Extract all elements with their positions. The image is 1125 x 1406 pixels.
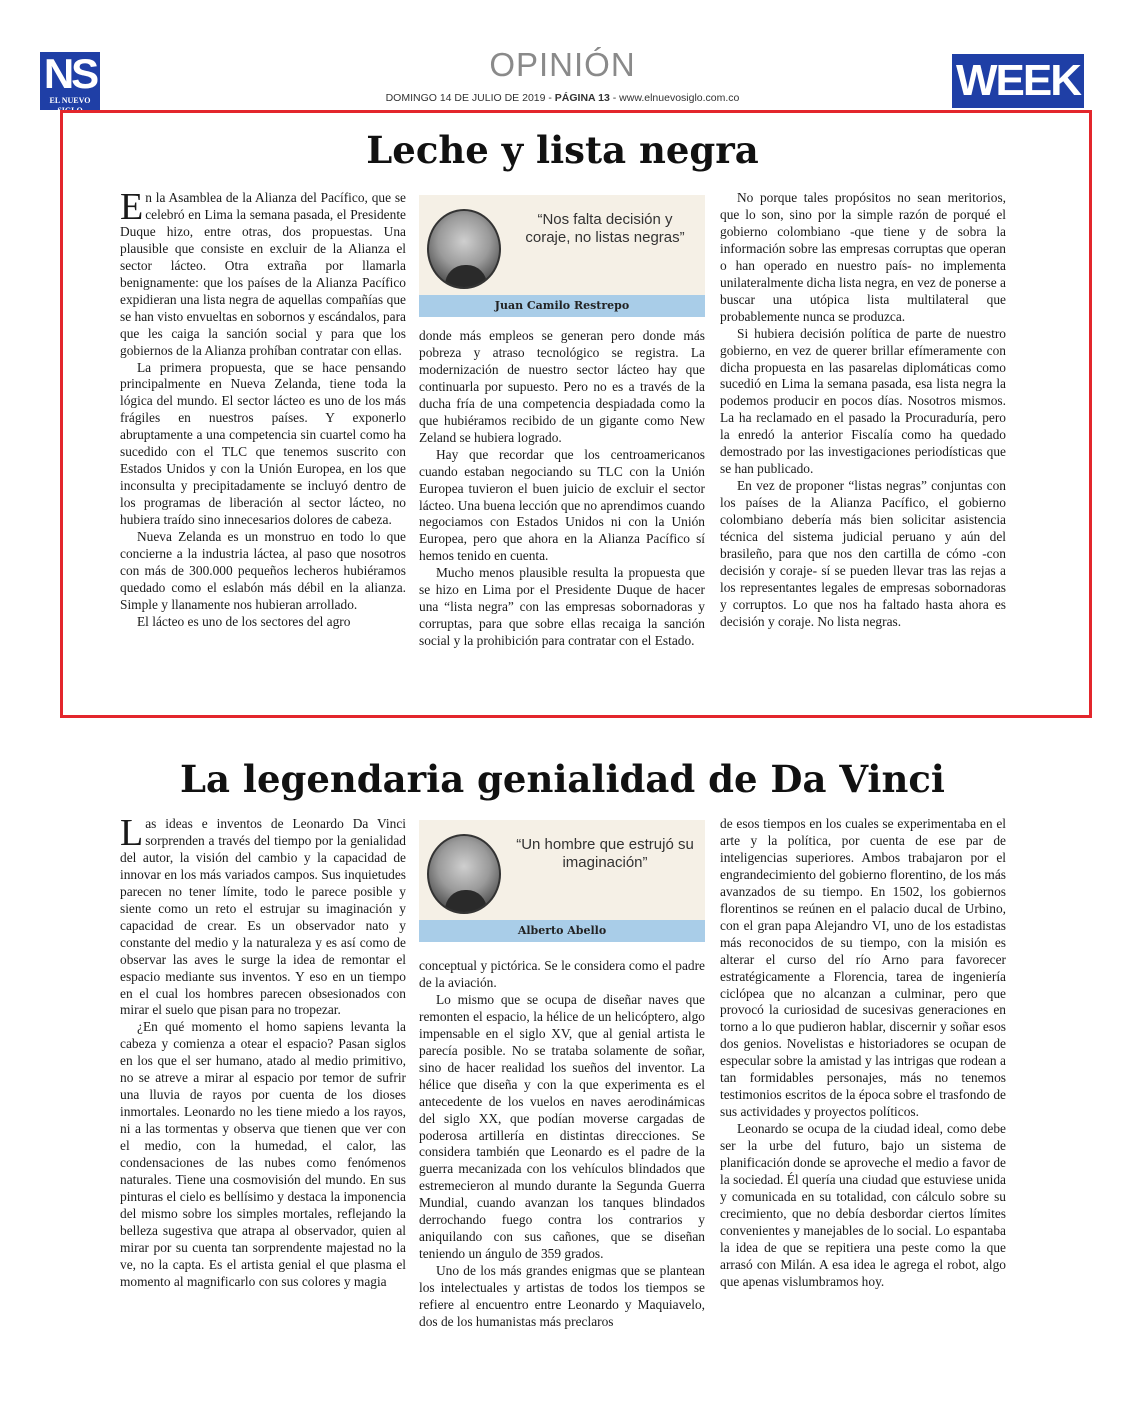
article-title: La legendaria genialidad de Da Vinci (180, 757, 945, 801)
paragraph: La primera propuesta, que se hace pensando principalmente en Nueva Zelanda, tiene toda la lógica del mundo. El sector lácteo es uno de los más frágiles en nuestros países. Y exponerlo abruptamente a una competencia sin cuartel como ha sucedido con el TLC que tenemos suscrito con Estados Unidos y con la Unión Europea, en los que inconsulta y precipitadamente se incluyó dentro de los programas de liberación al sector lácteo, no hubiera traído sino innecesarios dolores de cabeza. (120, 359, 406, 528)
paragraph: ¿En qué momento el homo sapiens levanta la cabeza y comienza a otear el espacio? Pasan siglos en los que el ser humano, atado al medio primitivo, no se atreve a mirar al espacio por temor de sufrir una lluvia de rayos por cuenta de los dioses inmortales. Leonardo no les tiene miedo a los rayos, ni a las tormentas y observa que tienen que ver con el medio, con la humedad, el calor, las condensaciones de las nubes como fenómenos naturales. Tiene una cosmovisión del mundo. En sus pinturas el cielo es bellísimo y destaca la imponencia del mismo sobre los simples mortales, reflejando la belleza sugestiva que atrapa al observador, quien al mirar por su cuenta tan sorprendente majestad no la ve, no la capta. Es el artista genial el que plasma el momento al magnificarlo con sus colores y magia (120, 1019, 406, 1289)
section-title: OPINIÓN (489, 46, 636, 83)
paragraph: Nueva Zelanda es un monstruo en todo lo que concierne a la industria láctea, al paso que nosotros con más de 300.000 pequeños lecheros hubiéramos quedado como el eslabón más débil en la alianza. Simple y llanamente nos hubieran arrollado. (120, 529, 406, 612)
paragraph: El lácteo es uno de los sectores del agro (137, 613, 351, 629)
article1-column-2 (419, 328, 705, 650)
author-name: Juan Camilo Restrepo (419, 295, 705, 317)
quote-box (419, 820, 705, 942)
article-title: Leche y lista negra (366, 128, 759, 172)
article2-column-1 (120, 812, 406, 1291)
paragraph: conceptual y pictórica. Se le considera como el padre de la aviación. (419, 958, 705, 990)
page-number: PÁGINA 13 (554, 92, 610, 104)
paragraph: de esos tiempos en los cuales se experimentaba en el arte y la política, por cuenta de ese par de inteligencias superiores. Ambos trabajaron por el engrandecimiento del gobierno florentino, de los más avanzados de su tiempo. En 1502, los gobiernos florentinos se reúnen en el palacio ducal de Urbino, con el gran papa Alejandro VI, uno de los estadistas más reconocidos de su tiempo, con la misión es alterar el curso del río Arno para favorecer estratégicamente a Florencia, tarea de ingeniería ciclópea que no alcanzan a culminar, pero que provocó la curiosidad de sucesivas generaciones en torno a lo que pudieron hablar, discernir y soñar esos dos genios. Novelistas e historiadores se ocupan de especular sobre la amistad y las intrigas que rodean a tan formidables personajes, más no tenemos testimonios escritos de la época sobre el trasfondo de sus actividades y proyectos políticos. (720, 816, 1006, 1120)
article2-column-2 (419, 958, 705, 1331)
website: - www.elnuevosiglo.com.co (609, 92, 740, 104)
paragraph: Hay que recordar que los centroamericanos cuando estaban negociando su TLC con la Unión Europea tuvieron el buen juicio de excluir el sector lácteo. Una buena lección que no aprendimos cuando negociamos con Estados Unidos ni con la Unión Europea, pero que ahora en la Alianza Pacífico sí hemos tenido en cuenta. (419, 446, 705, 564)
article2-column-3 (720, 816, 1006, 1291)
paragraph: En vez de proponer “listas negras” conjuntas con los países de la Alianza Pacífico, el gobierno colombiano debería más bien solicitar asistencia técnica del sistema judicial peruano y aún del brasileño, para que nos den cartilla de cómo -con decisión y coraje- sí se pueden llevar tras las rejas a los representantes legales de empresas sobornadoras y corruptos. Lo que nos ha faltado hasta ahora es decisión y coraje. No lista negras. (720, 478, 1006, 629)
week-logo: WEEK (952, 54, 1084, 108)
paragraph: donde más empleos se generan pero donde más pobreza y atraso tecnológico se registra. La modernización de nuestro sector lácteo hay que continuarla por supuesto. Pero no es a través de la ducha fría de una competencia despiadada como la que hubiéramos recibido de un gigante como New Zeland se hubiera logrado. (419, 328, 705, 445)
author-name: Alberto Abello (419, 920, 705, 942)
paragraph: Lo mismo que se ocupa de diseñar naves que remonten el espacio, la hélice de un helicóptero, algo impensable en el siglo XV, que al genial artista le parecía posible. No se trataba solamente de soñar, sino de hacer realidad los sueños del inventor. La hélice que diseña y con la que experimenta es el antecedente de los vuelos en naves aerodinámicas del siglo XX, que podían moverse cargadas de poderosa artillería en distintas direcciones. Se considera también que Leonardo es el padre de la guerra mecanizada con los vehículos blindados que estremecieron al mundo durante la Segunda Guerra Mundial, cuando avanzan los tanques blindados derrochando fuego contra los contrarios y aniquilando con sus cañones, que se diseñan teniendo un ángulo de 359 grados. (419, 991, 705, 1262)
logo-subtitle: EL NUEVO SIGLO (49, 96, 91, 115)
paragraph: En la Asamblea de la Alianza del Pacífico, que se celebró en Lima la semana pasada, el Presidente Duque hizo, entre otras, dos propuestas. Una plausible que consiste en excluir de la Alianza el sector lácteo. Otra extraña por llamarla benignamente: que los países de la Alianza Pacífico expidieran una lista negra de aquellas compañías que se han visto envueltas en sobornos y escándalos, para que les caiga la sanción social y para que los gobiernos de la Alianza prohíban contratar con ellas. (120, 186, 406, 358)
paragraph: No porque tales propósitos no sean meritorios, que lo son, sino por la simple razón de porqué el gobierno colombiano -que tiene y de sobra la información sobre las empresas corruptas que operan o han operado en nuestro país- no implementa unilateralmente dicha lista negra, en vez de ponerse a buscar una utópica lista multilateral que probablemente nunca se produzca. (720, 190, 1006, 324)
paragraph: Mucho menos plausible resulta la propuesta que se hizo en Lima por el Presidente Duque de hacer una “lista negra” con las empresas sobornadoras y corruptas, para que sobre ellas recaiga la sanción social y la prohibición para contratar con el Estado. (419, 565, 705, 649)
author-photo (427, 834, 501, 914)
paragraph: Uno de los más grandes enigmas que se plantean los intelectuales y artistas de todos los tiempos se refiere al encuentro entre Leonardo y Maquiavelo, dos de los humanistas más preclaros (419, 1263, 705, 1330)
pull-quote: “Un hombre que estrujó su imaginación” (516, 836, 694, 871)
paragraph: Leonardo se ocupa de la ciudad ideal, como debe ser la urbe del futuro, bajo un sistema de planificación donde se aproveche el medio a favor de la sociedad. Él quería una ciudad que estuviese unida y comunicada en su totalidad, con cálculo sobre su crecimiento, que no debía desbordar ciertos límites convenientes y manejables de lo social. Lo espantaba la idea de que se repitiera una peste como la que arrasó con Milán. A esa idea le agrega el robot, algo que apenas vislumbramos hoy. (720, 1121, 1006, 1289)
paragraph: Las ideas e inventos de Leonardo Da Vinci sorprenden a través del tiempo por la genialidad del autor, la visión del cambio y la capacidad de innovar en los más variados campos. Sus inquietudes parecen no tener límite, todo le parece posible y siente como un reto el estrujar su imaginación y capacidad de crear. Es un observador nato y constante del medio y la naturaleza y es así como de observar las aves le surge la idea de remontar el espacio mediante sus inventos. Y eso en un tiempo en el cual los hombres parecen obsesionados con mirar el suelo que pisan para no tropezar. (120, 812, 406, 1018)
article1-column-3 (720, 190, 1006, 631)
quote-box (419, 195, 705, 317)
date: DOMINGO 14 DE JULIO DE 2019 - (385, 92, 555, 104)
author-photo (427, 209, 501, 289)
pull-quote: “Nos falta decisión y coraje, no listas negras” (525, 211, 685, 246)
article1-column-1 (120, 186, 406, 631)
paragraph: Si hubiera decisión política de parte de nuestro gobierno, en vez de querer brillar efímeramente con dicha propuesta en las pasarelas diplomáticas como sucedió en Lima la semana pasada, esa lista negra la podemos producir en pocos días. Nosotros mismos. La ha reclamado en el pasado la Procuraduría, pero la enredó la anterior Fiscalía como ha quedado demostrado por las investigaciones periodísticas que se han publicado. (720, 325, 1006, 477)
logo-letters: NS (43, 50, 97, 97)
